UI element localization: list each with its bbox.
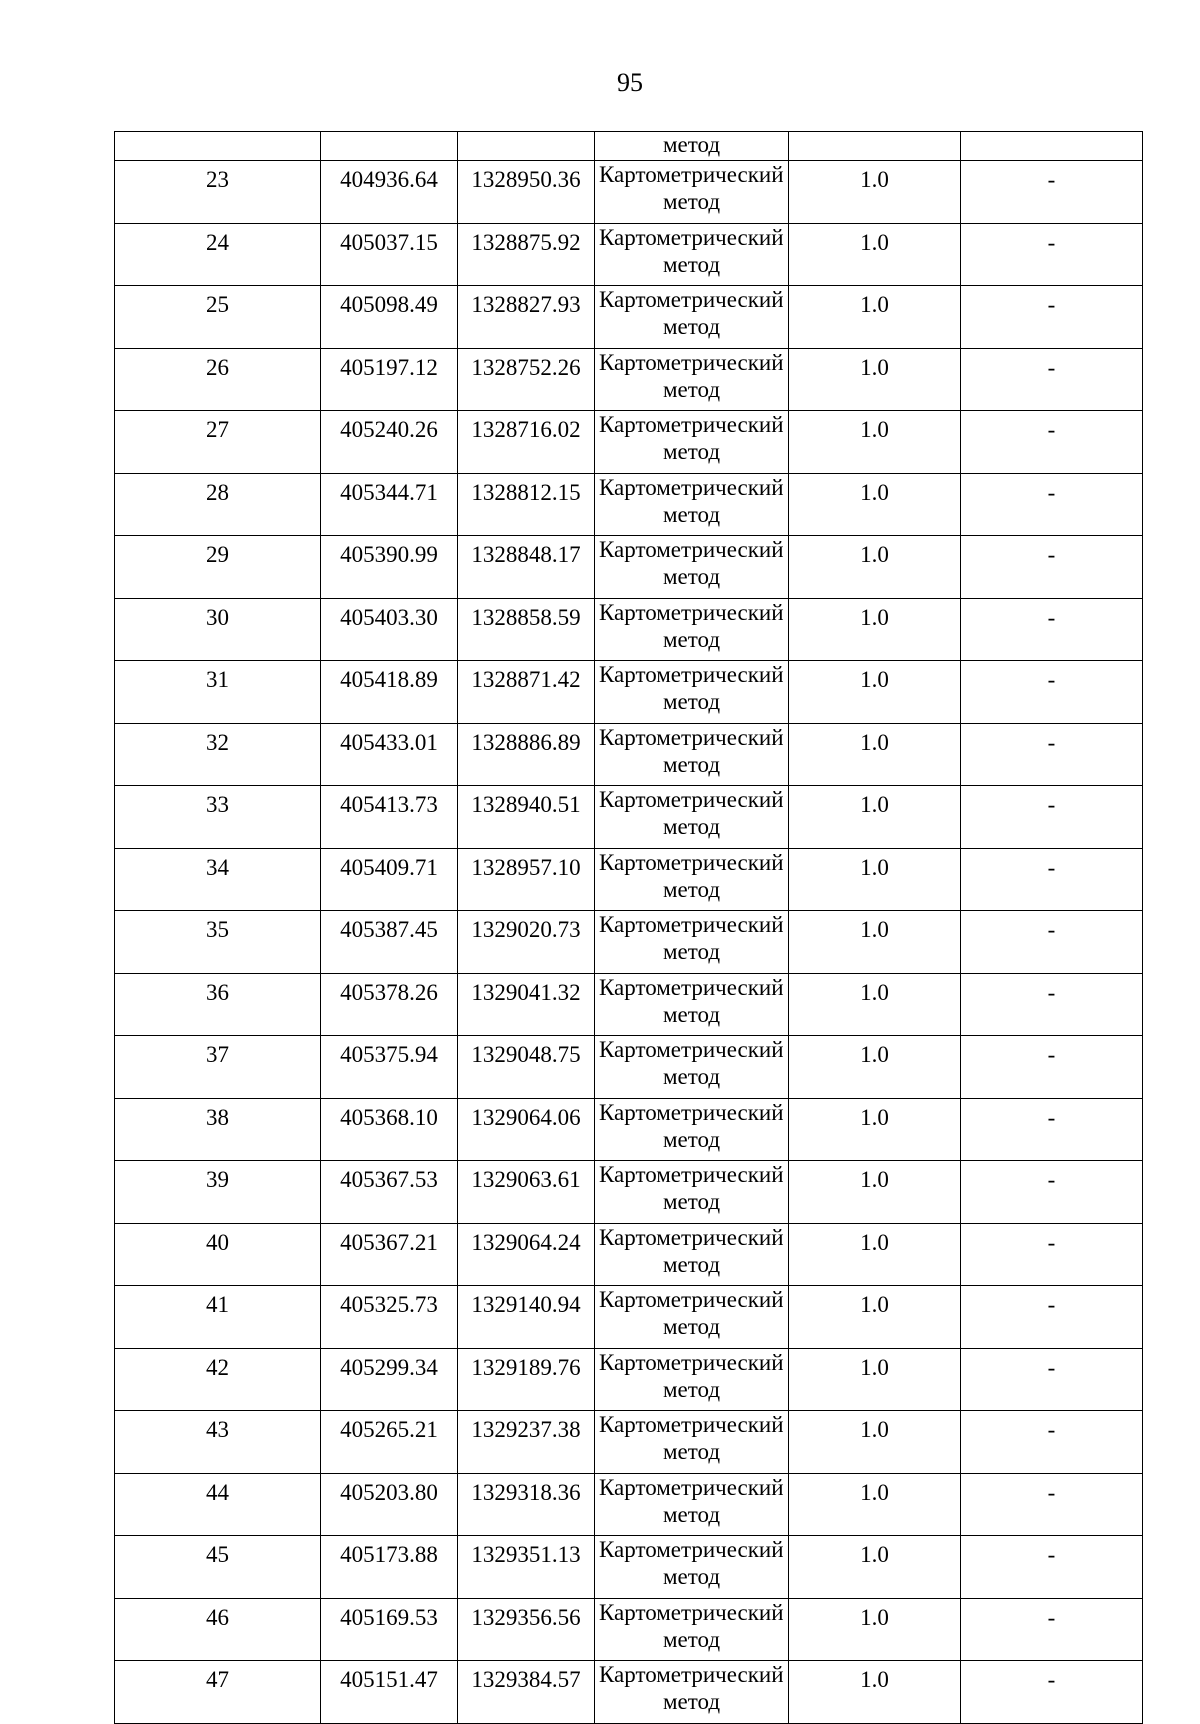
method-text: Картометрический [599,1349,784,1375]
point-number-cell: 46 [115,1598,321,1661]
method-cell [595,411,789,474]
table-row [115,598,1143,661]
table-row [115,848,1143,911]
method-text-continuation: метод [662,814,721,839]
point-number-cell: 31 [115,661,321,724]
x-coordinate-cell: 405367.21 [321,1223,458,1286]
x-coordinate-cell: 405403.30 [321,598,458,661]
x-coordinate-cell: 405418.89 [321,661,458,724]
table-row [115,1536,1143,1599]
description-cell: - [961,1536,1143,1599]
point-number-cell: 39 [115,1161,321,1224]
accuracy-cell: 1.0 [789,1536,961,1599]
x-coordinate-cell: 405240.26 [321,411,458,474]
table-row [115,411,1143,474]
method-text-continuation: метод [662,314,721,339]
coordinates-table [114,131,1143,1724]
method-text-continuation: метод [662,939,721,964]
method-text-continuation: метод [662,1376,721,1402]
method-text-continuation: метод [662,1564,721,1589]
point-number-cell: 27 [115,411,321,474]
method-text-continuation: метод [662,1001,721,1027]
method-text: Картометрический [599,724,784,750]
accuracy-cell: 1.0 [789,1348,961,1411]
description-cell: - [961,1598,1143,1661]
y-coordinate-cell: 1328827.93 [458,286,595,349]
method-cell [595,786,789,849]
method-text: Картометрический [599,474,784,500]
table-row [115,1036,1143,1099]
table-row [115,661,1143,724]
accuracy-cell: 1.0 [789,411,961,474]
accuracy-cell: 1.0 [789,1036,961,1099]
method-text: Картометрический [599,1537,784,1562]
description-cell: - [961,1348,1143,1411]
accuracy-cell: 1.0 [789,973,961,1036]
point-number-cell: 32 [115,723,321,786]
y-coordinate-cell: 1329020.73 [458,911,595,974]
y-coordinate-cell: 1329189.76 [458,1348,595,1411]
point-number-cell: 40 [115,1223,321,1286]
method-text: Картометрический [599,1162,784,1187]
y-coordinate-cell: 1329237.38 [458,1411,595,1474]
method-text: Картометрический [599,1287,784,1312]
table-row [115,473,1143,536]
table-row [115,723,1143,786]
method-cell [595,161,789,224]
table-row [115,1411,1143,1474]
accuracy-cell: 1.0 [789,1286,961,1349]
description-cell: - [961,411,1143,474]
y-coordinate-cell: 1329351.13 [458,1536,595,1599]
method-cell [595,536,789,599]
accuracy-cell: 1.0 [789,1223,961,1286]
accuracy-cell: 1.0 [789,911,961,974]
point-number-cell: 30 [115,598,321,661]
accuracy-cell: 1.0 [789,1661,961,1724]
point-number-cell: 44 [115,1473,321,1536]
method-text-continuation: метод [662,1251,721,1277]
description-cell: - [961,1473,1143,1536]
method-text: Картометрический [599,162,784,187]
method-cell [595,911,789,974]
method-cell [595,1661,789,1724]
page-number: 95 [617,68,643,97]
description-cell: - [961,723,1143,786]
x-coordinate-cell: 405378.26 [321,973,458,1036]
x-coordinate-cell: 405409.71 [321,848,458,911]
description-cell: - [961,286,1143,349]
method-cell [595,973,789,1036]
table-row [115,911,1143,974]
method-text: Картометрический [599,224,784,250]
method-text: Картометрический [599,662,784,687]
description-cell: - [961,161,1143,224]
table-row [115,1223,1143,1286]
description-cell: - [961,1223,1143,1286]
x-coordinate-cell: 405197.12 [321,348,458,411]
method-text-continuation: метод [662,1314,721,1339]
table-row [115,161,1143,224]
y-coordinate-cell: 1328871.42 [458,661,595,724]
x-coordinate-cell: 405169.53 [321,1598,458,1661]
y-coordinate-cell: 1328858.59 [458,598,595,661]
method-cell [595,1348,789,1411]
point-number-cell: 42 [115,1348,321,1411]
x-coordinate-cell: 405344.71 [321,473,458,536]
method-cell [595,1473,789,1536]
y-coordinate-cell: 1328875.92 [458,223,595,286]
y-coordinate-cell: 1328940.51 [458,786,595,849]
point-number-cell: 24 [115,223,321,286]
description-cell: - [961,1286,1143,1349]
method-cell [595,473,789,536]
accuracy-cell: 1.0 [789,723,961,786]
description-cell: - [961,1036,1143,1099]
method-text-continuation: метод [662,376,721,402]
y-coordinate-cell: 1328752.26 [458,348,595,411]
accuracy-cell: 1.0 [789,1161,961,1224]
method-text-continuation: метод [662,564,721,589]
table-row [115,786,1143,849]
x-coordinate-cell: 405037.15 [321,223,458,286]
method-text-continuation: метод [662,1626,721,1652]
table-row [115,1661,1143,1724]
method-cell [595,1286,789,1349]
method-text-continuation: метод [662,626,721,652]
description-cell: - [961,911,1143,974]
y-coordinate-cell: 1329356.56 [458,1598,595,1661]
y-coordinate-cell: 1328950.36 [458,161,595,224]
table-row [115,223,1143,286]
y-coordinate-cell: 1329041.32 [458,973,595,1036]
method-cell [595,1223,789,1286]
accuracy-cell: 1.0 [789,536,961,599]
table-cell [789,132,961,161]
table-row [115,286,1143,349]
point-number-cell: 25 [115,286,321,349]
point-number-cell: 28 [115,473,321,536]
x-coordinate-cell: 405368.10 [321,1098,458,1161]
table-row [115,536,1143,599]
accuracy-cell: 1.0 [789,661,961,724]
description-cell: - [961,598,1143,661]
method-text-continuation: метод [662,501,721,527]
method-cell-tail: метод [595,132,789,161]
method-cell [595,598,789,661]
accuracy-cell: 1.0 [789,348,961,411]
method-text: Картометрический [599,1037,784,1062]
accuracy-cell: 1.0 [789,786,961,849]
x-coordinate-cell: 405375.94 [321,1036,458,1099]
method-cell [595,1161,789,1224]
description-cell: - [961,1661,1143,1724]
y-coordinate-cell: 1329384.57 [458,1661,595,1724]
description-cell: - [961,848,1143,911]
method-text: Картометрический [599,1662,784,1687]
point-number-cell: 35 [115,911,321,974]
method-text: Картометрический [599,412,784,437]
method-text: Картометрический [599,287,784,312]
table-row [115,973,1143,1036]
x-coordinate-cell: 405203.80 [321,1473,458,1536]
table-row [115,1598,1143,1661]
y-coordinate-cell: 1329048.75 [458,1036,595,1099]
point-number-cell: 29 [115,536,321,599]
table-cell [961,132,1143,161]
x-coordinate-cell: 405413.73 [321,786,458,849]
method-cell [595,286,789,349]
x-coordinate-cell: 405433.01 [321,723,458,786]
method-text-continuation: метод [662,1689,721,1714]
method-cell [595,723,789,786]
method-text-continuation: метод [662,189,721,214]
point-number-cell: 36 [115,973,321,1036]
description-cell: - [961,223,1143,286]
method-text-continuation: метод [662,1064,721,1089]
method-text-continuation: метод [662,1501,721,1527]
method-text: Картометрический [599,787,784,812]
method-text: Картометрический [599,1099,784,1125]
point-number-cell: 38 [115,1098,321,1161]
accuracy-cell: 1.0 [789,223,961,286]
method-text: Картометрический [599,849,784,875]
description-cell: - [961,1411,1143,1474]
table-row [115,1161,1143,1224]
y-coordinate-cell: 1328957.10 [458,848,595,911]
description-cell: - [961,348,1143,411]
x-coordinate-cell: 405387.45 [321,911,458,974]
method-text: Картометрический [599,1224,784,1250]
method-cell [595,223,789,286]
method-text: Картометрический [599,1412,784,1437]
description-cell: - [961,1161,1143,1224]
point-number-cell: 37 [115,1036,321,1099]
method-cell [595,1036,789,1099]
description-cell: - [961,786,1143,849]
y-coordinate-cell: 1328886.89 [458,723,595,786]
x-coordinate-cell: 405173.88 [321,1536,458,1599]
table-cell [115,132,321,161]
description-cell: - [961,473,1143,536]
table-row [115,1098,1143,1161]
y-coordinate-cell: 1328848.17 [458,536,595,599]
table-row [115,348,1143,411]
point-number-cell: 23 [115,161,321,224]
point-number-cell: 41 [115,1286,321,1349]
method-cell [595,1536,789,1599]
table-cell [458,132,595,161]
accuracy-cell: 1.0 [789,1411,961,1474]
continuation-row [115,132,1143,161]
method-text: Картометрический [599,912,784,937]
point-number-cell: 45 [115,1536,321,1599]
accuracy-cell: 1.0 [789,1098,961,1161]
accuracy-cell: 1.0 [789,1598,961,1661]
method-text-continuation: метод [662,439,721,464]
table-row [115,1473,1143,1536]
method-text-continuation: метод [662,1439,721,1464]
accuracy-cell: 1.0 [789,473,961,536]
point-number-cell: 26 [115,348,321,411]
method-cell [595,1598,789,1661]
method-text: Картометрический [599,1474,784,1500]
method-text-continuation: метод [662,1189,721,1214]
method-cell [595,661,789,724]
x-coordinate-cell: 405151.47 [321,1661,458,1724]
description-cell: - [961,536,1143,599]
method-text-continuation: метод [662,1126,721,1152]
method-cell [595,348,789,411]
coordinates-table-body [115,132,1143,1724]
point-number-cell: 33 [115,786,321,849]
description-cell: - [961,661,1143,724]
x-coordinate-cell: 405390.99 [321,536,458,599]
method-text: Картометрический [599,349,784,375]
accuracy-cell: 1.0 [789,161,961,224]
table-row [115,1286,1143,1349]
y-coordinate-cell: 1329064.06 [458,1098,595,1161]
x-coordinate-cell: 405325.73 [321,1286,458,1349]
accuracy-cell: 1.0 [789,286,961,349]
method-text-continuation: метод [662,689,721,714]
method-text: Картометрический [599,537,784,562]
table-row [115,1348,1143,1411]
accuracy-cell: 1.0 [789,848,961,911]
x-coordinate-cell: 405367.53 [321,1161,458,1224]
table-cell [321,132,458,161]
x-coordinate-cell: 405098.49 [321,286,458,349]
y-coordinate-cell: 1328716.02 [458,411,595,474]
description-cell: - [961,1098,1143,1161]
y-coordinate-cell: 1329318.36 [458,1473,595,1536]
method-text-continuation: метод [662,751,721,777]
point-number-cell: 34 [115,848,321,911]
method-cell [595,1098,789,1161]
y-coordinate-cell: 1329064.24 [458,1223,595,1286]
y-coordinate-cell: 1328812.15 [458,473,595,536]
y-coordinate-cell: 1329140.94 [458,1286,595,1349]
description-cell: - [961,973,1143,1036]
point-number-cell: 43 [115,1411,321,1474]
method-text-continuation: метод [662,876,721,902]
method-text: Картометрический [599,974,784,1000]
point-number-cell: 47 [115,1661,321,1724]
method-text-continuation: метод [662,251,721,277]
accuracy-cell: 1.0 [789,1473,961,1536]
method-cell [595,1411,789,1474]
method-text: Картометрический [599,1599,784,1625]
x-coordinate-cell: 405299.34 [321,1348,458,1411]
method-cell [595,848,789,911]
x-coordinate-cell: 404936.64 [321,161,458,224]
method-text: Картометрический [599,599,784,625]
y-coordinate-cell: 1329063.61 [458,1161,595,1224]
x-coordinate-cell: 405265.21 [321,1411,458,1474]
accuracy-cell: 1.0 [789,598,961,661]
